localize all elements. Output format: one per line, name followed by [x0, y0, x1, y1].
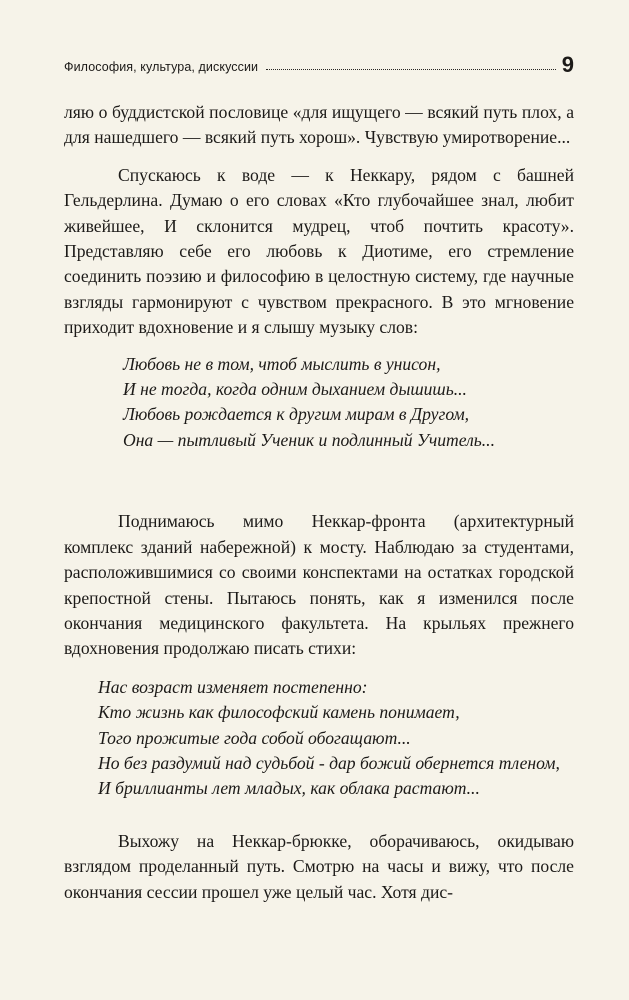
paragraph-3: Поднимаюсь мимо Неккар-фронта (архитектурный комплекс зданий набережной) к мосту. Наблюдаю за студентами, расположившимися со своими конспектами на остатках городской крепостной стены. Пытаюсь понять, как я изменился после окончания медицинского факультета. На крыльях прежнего вдохновения продолжаю писать стихи: [64, 511, 574, 659]
poem-stanza-2 [64, 675, 574, 802]
poem-line: И бриллианты лет младых, как облака растают... [98, 778, 480, 799]
running-header [64, 48, 574, 76]
poem-line: Того прожитые года собой обогащают... [98, 727, 411, 748]
poem-line: Но без раздумий над судьбой - дар божий обернется тленом, [98, 752, 560, 773]
running-title: Философия, культура, дискуссии [64, 60, 259, 74]
poem-line: Она — пытливый Ученик и подлинный Учитель... [123, 429, 495, 450]
poem-line: И не тогда, когда одним дыханием дышишь... [123, 379, 467, 400]
paragraph-2: Спускаюсь к воде — к Неккару, рядом с башней Гельдерлина. Думаю о его словах «Кто глубочайшее знал, любит живейшее, И склонится мудрец, чтоб почтить красоту». Представляю себе его любовь к Диотиме, его стремление соединить поэзию и философию в целостную систему, где научные взгляды гармонируют с чувством прекрасного. В это мгновение приходит вдохновение и я слышу музыку слов: [64, 164, 574, 338]
poem-line: Нас возраст изменяет постепенно: [98, 676, 368, 697]
paragraph-1: ляю о буддистской пословице «для ищущего — всякий путь плох, а для нашедшего — всякий путь хорош». Чувствую умиротворение... [64, 102, 574, 148]
page-number: 9 [561, 52, 574, 77]
main-text [64, 100, 574, 905]
paragraph-4: Выхожу на Неккар-брюкке, оборачиваюсь, окидываю взглядом проделанный путь. Смотрю на часы и вижу, что после окончания сессии прошел уже целый час. Хотя дис- [64, 830, 574, 902]
poem-line: Любовь рождается к другим мирам в Другом, [123, 404, 470, 425]
poem-line: Любовь не в том, чтоб мыслить в унисон, [123, 353, 441, 374]
poem-line: Кто жизнь как философский камень понимает, [98, 702, 460, 723]
dotted-leader [266, 68, 556, 70]
poem-stanza-1 [64, 352, 574, 454]
